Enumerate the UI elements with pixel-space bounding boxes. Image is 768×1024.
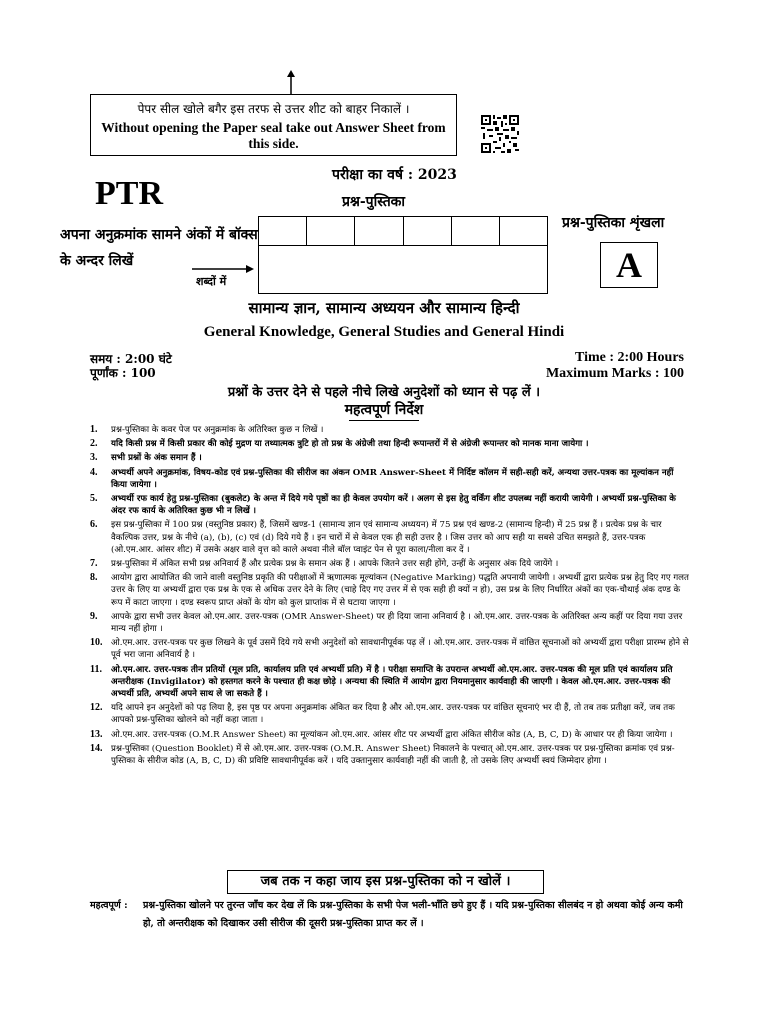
instruction-item <box>90 438 690 450</box>
heading-underline <box>349 420 419 421</box>
read-instructions-note: प्रश्नों के उत्तर देने से पहले नीचे लिखे अनुदेशों को ध्यान से पढ़ लें । <box>227 385 541 400</box>
booklet-label: प्रश्न-पुस्तिका <box>342 194 406 210</box>
series-label: प्रश्न-पुस्तिका शृंखला <box>562 215 665 231</box>
instruction-item <box>90 729 690 741</box>
marks-english: Maximum Marks : 100 <box>545 366 684 381</box>
instruction-item <box>90 702 690 726</box>
subject-title-english: General Knowledge, General Studies and General Hindi <box>203 324 565 340</box>
time-english: Time : 2:00 Hours <box>574 350 684 365</box>
paper-code: PTR <box>95 175 163 212</box>
instructions-list <box>90 424 690 769</box>
instruction-item <box>90 664 690 701</box>
instruction-item <box>90 611 690 635</box>
subject-title-hindi: सामान्य ज्ञान, सामान्य अध्ययन और सामान्य हिन्दी <box>248 299 520 317</box>
instruction-number: 14. <box>90 742 103 754</box>
instruction-text: यदि आपने इन अनुदेशों को पढ़ लिया है, इस पृष्ठ पर अपना अनुक्रमांक अंकित कर दिया है और ओ.एम.आर. उत्तर-पत्रक पर वांछित सूचनाएं भर दी हैं, तो तब तक प्रतीक्षा करें, जब तक आपको प्रश्न-पुस्तिका खोलने को नहीं कहा जाता । <box>111 703 675 726</box>
instruction-text: ओ.एम.आर. उत्तर-पत्रक पर कुछ लिखने के पूर्व उसमें दिये गये सभी अनुदेशों को सावधानीपूर्वक पढ़ लें । ओ.एम.आर. उत्तर-पत्रक में वांछित सूचनाओं को अभ्यर्थी द्वारा परीक्षा प्रारम्भ होने से पूर्व भरा जाना अनिवार्य है । <box>111 638 689 661</box>
instruction-text: आयोग द्वारा आयोजित की जाने वाली वस्तुनिष्ठ प्रकृति की परीक्षाओं में ऋणात्मक मूल्यांकन (Negative Marking) पद्धति अपनायी जायेगी । अभ्यर्थी द्वारा प्रत्येक प्रश्न हेतु दिए गए गलत उत्तर के लिए या अभ्यर्थी द्वारा एक प्रश्न के एक से अधिक उत्तर देने के लिए (चाहे दिए गए उत्तर में से एक सही ही क्यों न हो), उस प्रश्न के लिए निर्धारित अंकों का एक-चौथाई अंक दण्ड के रूप में काटा जाएगा । दण्ड स्वरूप प्राप्त अंकों के योग को कुल प्राप्तांक में से घटाया जाएगा । <box>111 573 689 608</box>
important-label: महत्वपूर्ण : <box>90 900 128 911</box>
roll-number-digit-boxes[interactable] <box>258 216 548 246</box>
time-marks-english <box>546 350 684 382</box>
instruction-text: प्रश्न-पुस्तिका (Question Booklet) में से ओ.एम.आर. उत्तर-पत्रक (O.M.R. Answer Sheet) निकालने के पश्चात् ओ.एम.आर. उत्तर-पत्रक पर प्रश्न-पुस्तिका क्रमांक एवं प्रश्न-पुस्तिका के सीरीज कोड (A, B, C, D) की प्रविष्टि सावधानीपूर्वक करें । यदि उक्तानुसार कार्यवाही नहीं की जाती है, तो उसके लिए अभ्यर्थी स्वयं जिम्मेदार होगा । <box>111 743 675 767</box>
instruction-text: सभी प्रश्नों के अंक समान हैं । <box>111 453 202 464</box>
seal-notice-hindi: पेपर सील खोले बगैर इस तरफ से उत्तर शीट को बाहर निकालें । <box>137 102 410 116</box>
instruction-item <box>90 424 690 436</box>
instruction-number: 4. <box>90 466 98 478</box>
important-text: प्रश्न-पुस्तिका खोलने पर तुरन्त जाँच कर देख लें कि प्रश्न-पुस्तिका के सभी पेज भली-भाँति छपे हुए हैं । यदि प्रश्न-पुस्तिका सीलबंद न हो अथवा कोई अन्य कमी हो, तो अन्तरीक्षक को दिखाकर उसी सीरीज की दूसरी प्रश्न-पुस्तिका प्राप्त कर लें । <box>143 900 683 929</box>
instruction-text: यदि किसी प्रश्न में किसी प्रकार की कोई मुद्रण या तथ्यात्मक त्रुटि हो तो प्रश्न के अंग्रेजी तथा हिन्दी रूपान्तरों में से अंग्रेजी रूपान्तर को मानक माना जायेगा । <box>111 439 589 450</box>
seal-notice-box <box>90 94 457 156</box>
instruction-number: 2. <box>90 438 98 450</box>
seal-notice-english: Without opening the Paper seal take out Answer Sheet from this side. <box>101 120 446 151</box>
instruction-item <box>90 452 690 464</box>
instruction-text: अभ्यर्थी रफ कार्य हेतु प्रश्न-पुस्तिका (बुकलेट) के अन्त में दिये गये पृष्ठों का ही केवल उपयोग करें । अलग से इस हेतु वर्किंग शीट उपलब्ध नहीं करायी जायेगी । अभ्यर्थी प्रश्न-पुस्तिका के अंदर रफ कार्य के अतिरिक्त कुछ भी न लिखें । <box>111 494 676 517</box>
roll-digit-box[interactable] <box>259 217 307 245</box>
instruction-text: प्रश्न-पुस्तिका में अंकित सभी प्रश्न अनिवार्य हैं और प्रत्येक प्रश्न के समान अंक हैं । आपके जितने उत्तर सही होंगे, उन्हीं के अनुसार अंक दिये जायेंगे । <box>111 559 559 570</box>
time-hindi: समय : 2:00 घंटे <box>90 352 172 366</box>
instruction-item <box>90 637 690 661</box>
instruction-item <box>90 493 690 517</box>
instruction-item <box>90 467 690 491</box>
time-marks-hindi <box>90 352 172 380</box>
roll-digit-box[interactable] <box>355 217 403 245</box>
instruction-number: 13. <box>90 728 103 740</box>
roll-digit-box[interactable] <box>307 217 355 245</box>
instruction-text: ओ.एम.आर. उत्तर-पत्रक (O.M.R Answer Sheet) का मूल्यांकन ओ.एम.आर. आंसर शीट पर अभ्यर्थी द्वारा अंकित सीरीज कोड (A, B, C, D) के आधार पर ही किया जायेगा । <box>111 729 673 740</box>
instruction-number: 3. <box>90 452 98 464</box>
instruction-number: 10. <box>90 637 103 649</box>
instruction-number: 8. <box>90 572 98 584</box>
instruction-number: 6. <box>90 519 98 531</box>
marks-hindi: पूर्णांक : 100 <box>90 366 156 380</box>
instruction-item <box>90 572 690 609</box>
instruction-item <box>90 558 690 570</box>
roll-number-words-box[interactable] <box>258 246 548 294</box>
instruction-number: 11. <box>90 663 102 675</box>
instruction-number: 1. <box>90 424 98 435</box>
qr-code-icon <box>481 115 519 153</box>
instruction-number: 5. <box>90 493 98 505</box>
instruction-text: आपके द्वारा सभी उत्तर केवल ओ.एम.आर. उत्तर-पत्रक (OMR Answer-Sheet) पर ही दिया जाना अनिवार्य है । ओ.एम.आर. उत्तर-पत्रक के अतिरिक्त अन्य कहीं पर दिया गया उत्तर मान्य नहीं होगा । <box>111 611 683 635</box>
instruction-text: प्रश्न-पुस्तिका के कवर पेज पर अनुक्रमांक के अतिरिक्त कुछ न लिखें । <box>111 425 324 435</box>
instruction-number: 7. <box>90 558 98 570</box>
arrow-up-icon <box>284 70 298 94</box>
instruction-item <box>90 743 690 767</box>
roll-digit-box[interactable] <box>452 217 500 245</box>
instructions-heading: महत्वपूर्ण निर्देश <box>344 402 424 418</box>
instruction-text: ओ.एम.आर. उत्तर-पत्रक तीन प्रतियों (मूल प्रति, कार्यालय प्रति एवं अभ्यर्थी प्रति) में है । परीक्षा समाप्ति के उपरान्त अभ्यर्थी ओ.एम.आर. उत्तर-पत्रक की मूल प्रति एवं कार्यालय प्रति अन्तरीक्षक (Invigilator) को हस्तगत करने के पश्चात ही कक्ष छोड़े । अन्यथा की स्थिति में आयोग द्वारा नियमानुसार कार्यवाही की जाएगी । केवल ओ.एम.आर. उत्तर-पत्रक की अभ्यर्थी प्रति, अभ्यर्थी अपने साथ ले जा सकते हैं । <box>111 664 673 700</box>
roll-digit-box[interactable] <box>404 217 452 245</box>
roll-number-instruction: अपना अनुक्रमांक सामने अंकों में बॉक्स के अन्दर लिखें <box>60 227 258 269</box>
instruction-number: 9. <box>90 610 98 622</box>
instruction-text: इस प्रश्न-पुस्तिका में 100 प्रश्न (वस्तुनिष्ठ प्रकार) हैं, जिसमें खण्ड-1 (सामान्य ज्ञान एवं सामान्य अध्ययन) में 75 प्रश्न एवं खण्ड-2 (सामान्य हिन्दी) में 25 प्रश्न हैं । प्रत्येक प्रश्न के चार वैकल्पिक उत्तर, प्रश्न के नीचे (a), (b), (c) एवं (d) दिये गये हैं । इन चारों में से केवल एक ही सही उत्तर है । जिस उत्तर को आप सही या सबसे उचित समझते हैं, उत्तर-पत्रक (ओ.एम.आर. आंसर शीट) में उसके अक्षर वाले वृत्त को काले अथवा नीले बॉल प्वाइंट पेन से पूरा काला/नीला कर दें । <box>111 520 662 555</box>
instruction-text: अभ्यर्थी अपने अनुक्रमांक, विषय-कोड एवं प्रश्न-पुस्तिका की सीरीज का अंकन OMR Answer-Sheet में निर्दिष्ट कॉलम में सही-सही करें, अन्यथा उत्तर-पत्रक का मूल्यांकन नहीं किया जायेगा । <box>111 467 674 490</box>
do-not-open-notice: जब तक न कहा जाय इस प्रश्न-पुस्तिका को न खोलें । <box>227 870 544 894</box>
instruction-item <box>90 519 690 556</box>
roll-digit-box[interactable] <box>500 217 547 245</box>
series-value-box: A <box>600 242 658 288</box>
exam-year: परीक्षा का वर्ष : 2023 <box>332 167 457 183</box>
words-label: शब्दों में <box>196 275 227 288</box>
instruction-number: 12. <box>90 702 103 714</box>
